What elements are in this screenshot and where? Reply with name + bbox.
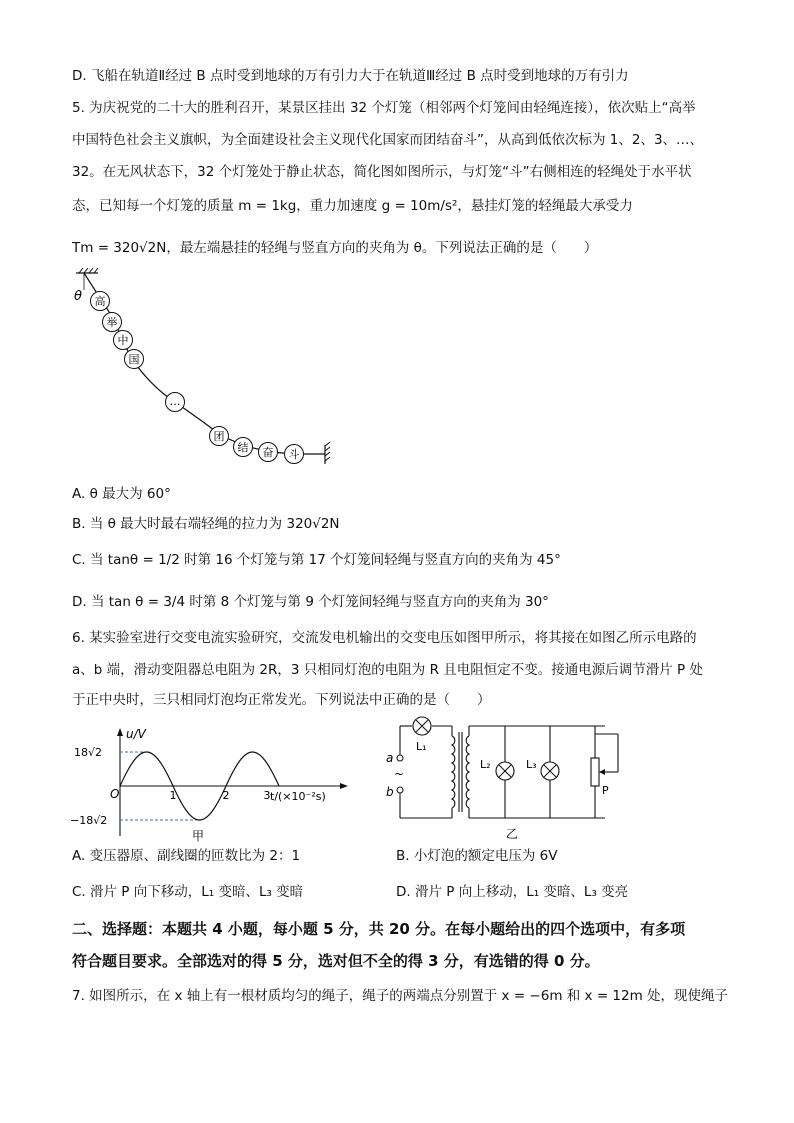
y-axis-label: u/V [126, 727, 146, 741]
q6-option-d: D. 滑片 P 向上移动，L₁ 变暗、L₃ 变亮 [396, 884, 629, 900]
y-max-label: 18√2 [74, 746, 103, 759]
q5-stem-line2: 中国特色社会主义旗帜，为全面建设社会主义现代化国家而团结奋斗”，从高到低依次标为 1、2、3、…、 [72, 132, 704, 148]
q5-stem-line1: 5. 为庆祝党的二十大的胜利召开，某景区挂出 32 个灯笼（相邻两个灯笼间由轻绳连接），依次贴上“高举 [72, 100, 696, 116]
lantern-29: 团 [213, 430, 225, 443]
q4-option-d: D. 飞船在轨道Ⅱ经过 B 点时受到地球的万有引力大于在轨道Ⅲ经过 B 点时受到地球的万有引力 [72, 68, 629, 84]
label-L1: L₁ [416, 740, 427, 753]
terminal-a: a [386, 751, 394, 765]
q5-option-d: D. 当 tan θ = 3/4 时第 8 个灯笼与第 9 个灯笼间轻绳与竖直方向的夹角为 30° [72, 594, 549, 610]
q5-stem-line4: 态，已知每一个灯笼的质量 m = 1kg，重力加速度 g = 10m/s²，悬挂灯笼的轻绳最大承受力 [72, 198, 633, 214]
terminal-b: b [386, 785, 394, 799]
label-L3: L₃ [526, 758, 537, 771]
q5-option-c: C. 当 tanθ = 1/2 时第 16 个灯笼与第 17 个灯笼间轻绳与竖直方向的夹角为 45° [72, 552, 561, 568]
lantern-3: 中 [117, 334, 129, 347]
lantern-figure [70, 268, 340, 478]
graph-caption: 甲 [191, 829, 205, 843]
label-P: P [602, 784, 609, 797]
q5-option-a: A. θ 最大为 60° [72, 486, 171, 502]
q7-stem-line1: 7. 如图所示，在 x 轴上有一根材质均匀的绳子，绳子的两端点分别置于 x = −6m 和 x = 12m 处，现使绳子 [72, 988, 729, 1004]
voltage-graph [70, 724, 350, 846]
q6-stem-line2: a、b 端，滑动变阻器总电阻为 2R，3 只相同灯泡的电阻为 R 且电阻恒定不变。接通电源后调节滑片 P 处 [72, 662, 703, 678]
q6-option-b: B. 小灯泡的额定电压为 6V [396, 848, 558, 864]
q6-option-c: C. 滑片 P 向下移动，L₁ 变暗、L₃ 变暗 [72, 884, 304, 900]
ac-symbol: ~ [394, 767, 405, 781]
x-axis-label: t/(×10⁻²s) [270, 790, 326, 803]
q6-stem-line1: 6. 某实验室进行交变电流实验研究，交流发电机输出的交变电压如图甲所示，将其接在如图乙所示电路的 [72, 630, 697, 646]
q6-stem-line3: 于正中央时，三只相同灯泡均正常发光。下列说法中正确的是（ ） [72, 692, 491, 708]
lantern-30: 结 [237, 441, 249, 454]
tick-3: 3 [263, 789, 271, 802]
lantern-ellipsis: … [169, 395, 181, 408]
lantern-1: 高 [94, 295, 106, 308]
tick-2: 2 [222, 789, 230, 802]
q6-option-a: A. 变压器原、副线圈的匝数比为 2：1 [72, 848, 301, 864]
q5-stem-line3: 32。在无风状态下，32 个灯笼处于静止状态，简化图如图所示，与灯笼“斗”右侧相连的轻绳处于水平状 [72, 164, 692, 180]
q5-stem-line5: Tm = 320√2N，最左端悬挂的轻绳与竖直方向的夹角为 θ。下列说法正确的是（ ） [72, 240, 598, 256]
lantern-32: 斗 [288, 448, 300, 461]
section2-heading-line1: 二、选择题：本题共 4 小题，每小题 5 分，共 20 分。在每小题给出的四个选项中，有多项 [72, 920, 686, 938]
lantern-4: 国 [128, 353, 140, 366]
section2-heading-line2: 符合题目要求。全部选对的得 5 分，选对但不全的得 3 分，有选错的得 0 分。 [72, 952, 600, 970]
lantern-31: 奋 [262, 446, 274, 459]
lantern-2: 举 [106, 316, 118, 329]
q5-option-b: B. 当 θ 最大时最右端轻绳的拉力为 320√2N [72, 516, 340, 532]
theta-label: θ [74, 289, 82, 304]
label-L2: L₂ [480, 758, 491, 771]
origin-label: O [110, 787, 120, 801]
tick-1: 1 [169, 789, 177, 802]
circuit-caption: 乙 [505, 827, 519, 840]
y-min-label: −18√2 [70, 814, 108, 827]
circuit-diagram [380, 714, 620, 840]
